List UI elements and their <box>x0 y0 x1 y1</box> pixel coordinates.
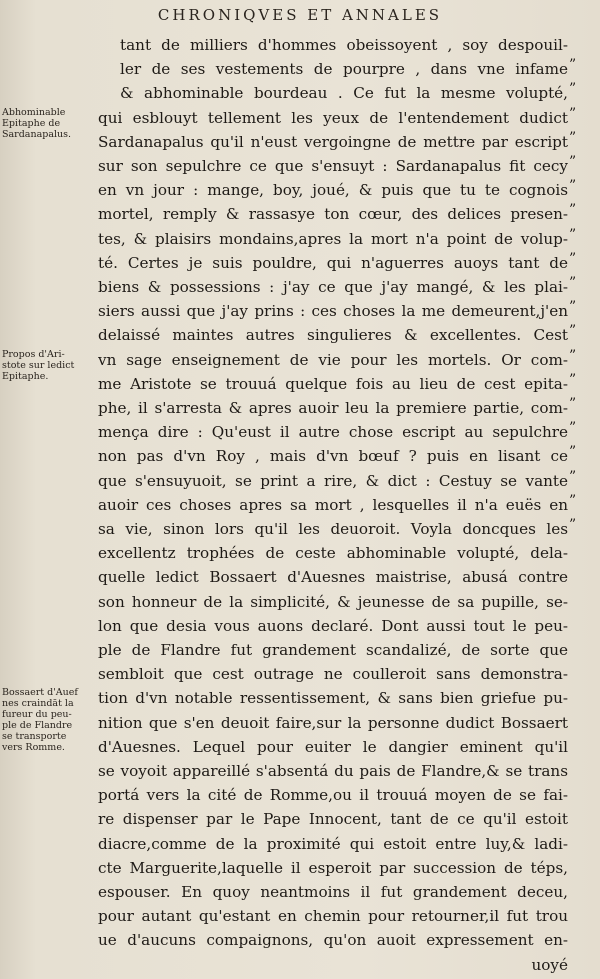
text-line: re dispenser par le Pape Innocent, tant de ce qu'il estoit <box>98 810 568 829</box>
gloss-line: stote sur ledict <box>2 359 75 371</box>
marginal-gloss <box>2 349 94 382</box>
quotation-mark: ” <box>569 299 577 316</box>
text-line: quelle ledict Bossaert d'Auesnes maistrise, abusá contre <box>98 568 568 587</box>
gloss-line: Abhominable <box>2 106 66 118</box>
text-line: siers aussi que j'ay prins : ces choses la me demeurent,j'en <box>98 302 568 321</box>
quotation-mark: ” <box>569 105 577 122</box>
gloss-line: fureur du peu- <box>2 709 72 721</box>
quotation-mark: ” <box>569 444 577 461</box>
text-line: me Aristote se trouuá quelque fois au lieu de cest epita- <box>98 374 568 393</box>
quotation-mark: ” <box>569 323 577 340</box>
text-line: diacre,comme de la proximité qui estoit entre luy,& ladi- <box>98 834 568 853</box>
text-line: té. Certes je suis pouldre, qui n'aguerres auoys tant de <box>98 253 568 272</box>
text-line: sembloit que cest outrage ne coulleroit sans demonstra- <box>98 665 568 684</box>
text-line: phe, il s'arresta & apres auoir leu la premiere partie, com- <box>98 399 568 417</box>
text-line: ler de ses vestements de pourpre , dans vne infame <box>120 60 568 79</box>
marginal-gloss <box>2 687 94 753</box>
quotation-mark: ” <box>569 396 577 412</box>
text-line: auoir ces choses apres sa mort , lesquelles il n'a euës en <box>98 495 568 514</box>
quotation-mark: ” <box>569 81 577 98</box>
gloss-line: Epitaphe de <box>2 117 61 129</box>
text-line: qui esblouyt tellement les yeux de l'entendement dudict <box>98 108 568 127</box>
quotation-mark: ” <box>569 202 577 219</box>
text-line: tion d'vn notable ressentissement, & sans bien griefue pu- <box>98 689 568 708</box>
quotation-mark: ” <box>569 371 577 388</box>
running-header: CHRONIQVES ET ANNALES <box>157 6 443 24</box>
text-line: excellentz trophées de ceste abhominable volupté, dela- <box>98 544 568 563</box>
text-line: portá vers la cité de Romme,ou il trouuá moyen de se fai- <box>98 786 568 805</box>
text-line: pour autant qu'estant en chemin pour retourner,il fut trou <box>98 907 568 926</box>
gloss-line: Sardanapalus. <box>2 128 72 140</box>
text-line: Sardanapalus qu'il n'eust vergoingne de mettre par escript <box>98 132 568 151</box>
text-line: lon que desia vous auons declaré. Dont aussi tout le peu- <box>98 616 568 635</box>
gloss-line: Bossaert d'Auef <box>2 687 78 699</box>
quotation-mark: ” <box>569 468 577 485</box>
text-line: uoyé <box>531 955 568 974</box>
quotation-mark: ” <box>569 129 577 146</box>
text-line: ue d'aucuns compaignons, qu'on auoit expressement en- <box>98 931 568 950</box>
quotation-mark: ” <box>569 347 577 364</box>
text-line: d'Auesnes. Lequel pour euiter le dangier eminent qu'il <box>98 737 568 756</box>
text-line: mença dire : Qu'eust il autre chose escript au sepulchre <box>98 423 568 442</box>
text-line: vn sage enseignement de vie pour les mortels. Or com- <box>98 350 568 369</box>
text-line: & abhominable bourdeau . Ce fut la mesme volupté, <box>120 84 568 103</box>
gloss-line: se transporte <box>2 731 67 743</box>
gloss-line: Epitaphe. <box>2 370 49 382</box>
text-line: espouser. En quoy neantmoins il fut grandement deceu, <box>98 883 568 901</box>
text-line: son honneur de la simplicité, & jeunesse de sa pupille, se- <box>98 592 568 611</box>
gloss-line: nes craindāt la <box>2 698 74 710</box>
text-line: delaissé maintes autres singulieres & excellentes. Cest <box>98 326 568 345</box>
text-line: sur son sepulchre ce que s'ensuyt : Sardanapalus fit cecy <box>98 157 568 175</box>
text-line: non pas d'vn Roy , mais d'vn bœuf ? puis en lisant ce <box>98 447 568 466</box>
quotation-mark: ” <box>569 250 577 267</box>
text-line: biens & possessions : j'ay ce que j'ay mangé, & les plai- <box>98 278 568 296</box>
text-line: se voyoit appareillé s'absentá du pais de Flandre,& se trans <box>98 762 568 780</box>
gloss-line: Propos d'Ari- <box>2 348 65 360</box>
text-line: que s'ensuyuoit, se print a rire, & dict : Cestuy se vante <box>98 471 568 490</box>
quotation-mark: ” <box>569 226 577 243</box>
marginal-gloss <box>2 107 94 140</box>
text-line: en vn jour : mange, boy, joué, & puis que tu te cognois <box>98 181 568 200</box>
gloss-line: ple de Flandre <box>2 720 73 732</box>
text-line: mortel, remply & rassasye ton cœur, des delices presen- <box>98 205 568 224</box>
text-line: ple de Flandre fut grandement scandalizé, de sorte que <box>98 641 568 659</box>
text-line: nition que s'en deuoit faire,sur la personne dudict Bossaert <box>98 713 568 732</box>
quotation-mark: ” <box>569 178 577 195</box>
quotation-mark: ” <box>569 57 577 74</box>
gloss-line: vers Romme. <box>2 742 65 754</box>
text-line: tes, & plaisirs mondains,apres la mort n'a point de volup- <box>98 229 568 248</box>
quotation-mark: ” <box>569 492 577 509</box>
quotation-mark: ” <box>569 275 577 291</box>
text-line: tant de milliers d'hommes obeissoyent , soy despouil- <box>120 36 568 54</box>
quotation-mark: ” <box>569 517 577 533</box>
quotation-mark: ” <box>569 154 577 170</box>
text-line: cte Marguerite,laquelle il esperoit par succession de téps, <box>98 858 568 877</box>
text-line: sa vie, sinon lors qu'il les deuoroit. Voyla doncques les <box>98 520 568 538</box>
quotation-mark: ” <box>569 420 577 437</box>
